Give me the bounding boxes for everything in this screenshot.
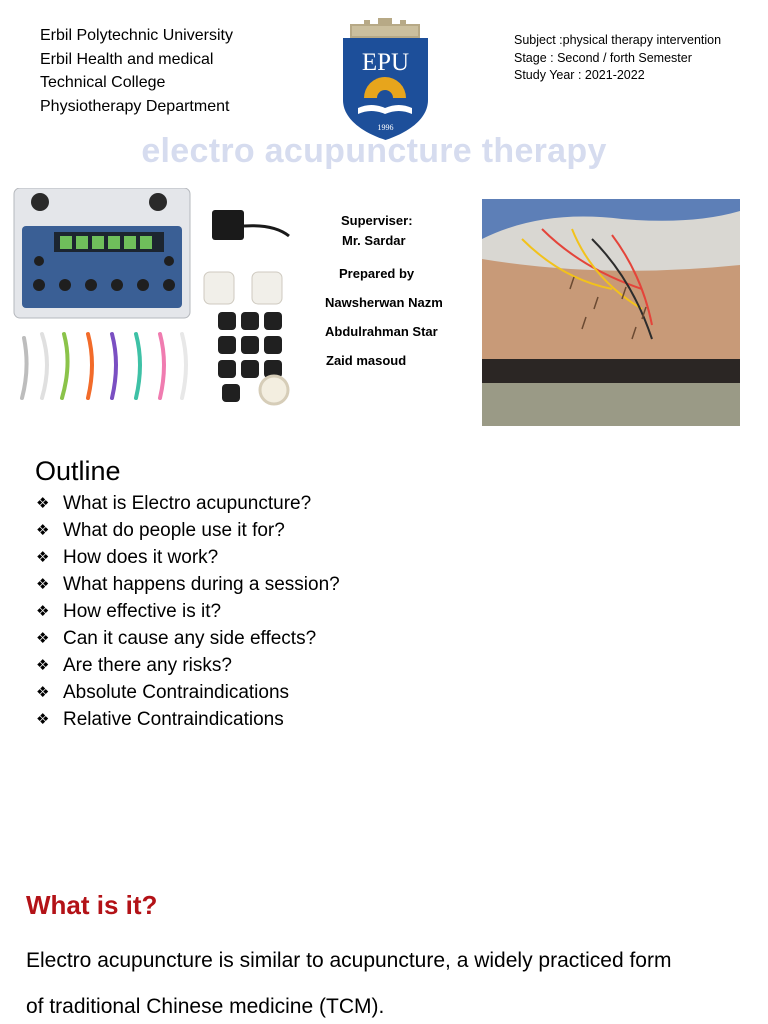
list-item xyxy=(36,517,340,544)
section-heading: What is it? xyxy=(26,890,158,920)
outline-list xyxy=(36,490,340,733)
section-body xyxy=(26,938,761,1024)
subject-block xyxy=(514,32,721,85)
outline-heading: Outline xyxy=(35,456,121,486)
supervisor-label: Superviser: xyxy=(341,213,413,228)
team-member: Nawsherwan Nazm xyxy=(325,295,443,310)
institution-block xyxy=(40,24,233,118)
diamond-bullet-icon: ❖ xyxy=(36,603,50,620)
institution-line: Erbil Health and medical xyxy=(40,50,214,68)
university-shield-logo xyxy=(338,16,433,142)
list-item xyxy=(36,544,340,571)
institution-line: Physiotherapy Department xyxy=(40,97,230,115)
list-item-text: Are there any risks? xyxy=(63,655,232,676)
document-title: electro acupuncture therapy xyxy=(141,132,607,170)
supervisor-name: Mr. Sardar xyxy=(342,233,406,248)
list-item xyxy=(36,598,340,625)
diamond-bullet-icon: ❖ xyxy=(36,522,50,539)
diamond-bullet-icon: ❖ xyxy=(36,495,50,512)
institution-line: Technical College xyxy=(40,74,166,91)
study-year-line: Study Year : 2021-2022 xyxy=(514,68,645,82)
patient-back-needles-photo xyxy=(482,199,740,426)
list-item-text: Absolute Contraindications xyxy=(63,682,290,703)
diamond-bullet-icon: ❖ xyxy=(36,630,50,647)
list-item xyxy=(36,706,340,733)
list-item xyxy=(36,490,340,517)
list-item-text: What do people use it for? xyxy=(63,520,285,541)
body-line: of traditional Chinese medicine (TCM). xyxy=(26,995,385,1018)
institution-line: Erbil Polytechnic University xyxy=(40,27,233,44)
list-item-text: How effective is it? xyxy=(63,601,222,622)
diamond-bullet-icon: ❖ xyxy=(36,684,50,701)
diamond-bullet-icon: ❖ xyxy=(36,657,50,674)
subject-line: Subject :physical therapy intervention xyxy=(514,33,722,47)
list-item xyxy=(36,679,340,706)
diamond-bullet-icon: ❖ xyxy=(36,576,50,593)
list-item xyxy=(36,571,340,598)
prepared-by-label: Prepared by xyxy=(339,266,415,281)
team-member: Zaid masoud xyxy=(326,353,407,368)
body-line: Electro acupuncture is similar to acupuncture, a widely practiced form xyxy=(26,949,672,972)
diamond-bullet-icon: ❖ xyxy=(36,549,50,566)
logo-text: EPU xyxy=(361,49,410,76)
list-item xyxy=(36,652,340,679)
list-item-text: Relative Contraindications xyxy=(63,709,284,730)
electro-acupuncture-device-photo xyxy=(12,188,302,416)
list-item-text: How does it work? xyxy=(63,547,219,568)
team-member: Abdulrahman Star xyxy=(325,324,438,339)
stage-line: Stage : Second / forth Semester xyxy=(514,50,692,65)
logo-year: 1996 xyxy=(377,123,394,132)
list-item-text: Can it cause any side effects? xyxy=(63,628,317,649)
diamond-bullet-icon: ❖ xyxy=(36,711,50,728)
list-item xyxy=(36,625,340,652)
list-item-text: What is Electro acupuncture? xyxy=(63,493,312,514)
list-item-text: What happens during a session? xyxy=(63,574,340,595)
